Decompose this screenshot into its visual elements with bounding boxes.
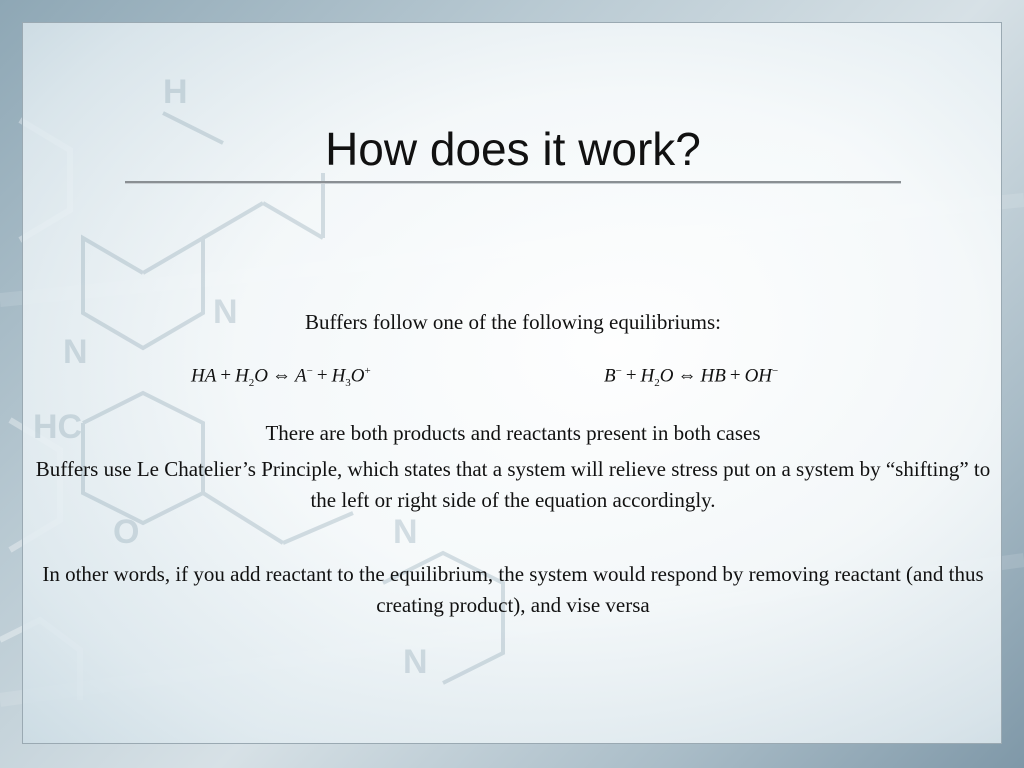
- svg-text:N: N: [393, 513, 418, 551]
- eq2-o: O: [659, 365, 674, 387]
- eq2-b: B: [604, 365, 616, 387]
- both-cases-text: There are both products and reactants present in both cases: [265, 421, 761, 445]
- eq1-sub2: 2: [248, 377, 255, 390]
- eq1-sub3: 3: [345, 377, 351, 390]
- equation-base: [604, 365, 778, 389]
- le-chatelier-text: Buffers use Le Chatelier’s Principle, which states that a system will relieve stress put on a system by “shifting” to the left or right side of the equation accordingly.: [35, 457, 991, 512]
- eq2-minus-2: −: [772, 365, 779, 377]
- eq2-sub2: 2: [654, 377, 660, 390]
- slide-title: How does it work?: [325, 123, 701, 175]
- svg-text:O: O: [113, 513, 140, 551]
- eq1-plus: +: [220, 365, 232, 387]
- eq2-plus: +: [625, 365, 637, 387]
- eq1-plus-2: +: [316, 365, 328, 387]
- in-other-words-text: In other words, if you add reactant to the equilibrium, the system would respond by removing reactant (and thus creating product), and vise versa: [42, 562, 984, 617]
- eq1-o3: O: [350, 365, 365, 387]
- svg-text:HC: HC: [33, 408, 83, 446]
- eq1-o: O: [254, 365, 269, 387]
- eq1-plus-charge: +: [364, 365, 371, 377]
- eq1-h: H: [235, 365, 249, 387]
- equation-acid: [191, 365, 371, 389]
- eq1-ha: HA: [191, 365, 217, 387]
- eq2-plus-2: +: [729, 365, 741, 387]
- eq1-minus: −: [306, 365, 313, 377]
- eq1-equilibrium-arrow: ⇔: [272, 365, 292, 387]
- eq2-minus: −: [615, 365, 622, 377]
- eq2-equilibrium-arrow: ⇔: [677, 365, 697, 387]
- eq1-h3: H: [331, 365, 346, 387]
- svg-text:N: N: [213, 293, 238, 331]
- slide-panel: [22, 22, 1002, 744]
- eq2-hb: HB: [700, 365, 726, 387]
- svg-text:H: H: [163, 73, 188, 111]
- eq2-oh: OH: [744, 365, 773, 387]
- eq2-h: H: [640, 365, 655, 387]
- title-divider: [125, 181, 901, 184]
- intro-text: Buffers follow one of the following equilibriums:: [304, 310, 722, 334]
- eq1-a: A: [295, 365, 307, 387]
- svg-text:N: N: [63, 333, 88, 371]
- svg-text:N: N: [403, 643, 428, 681]
